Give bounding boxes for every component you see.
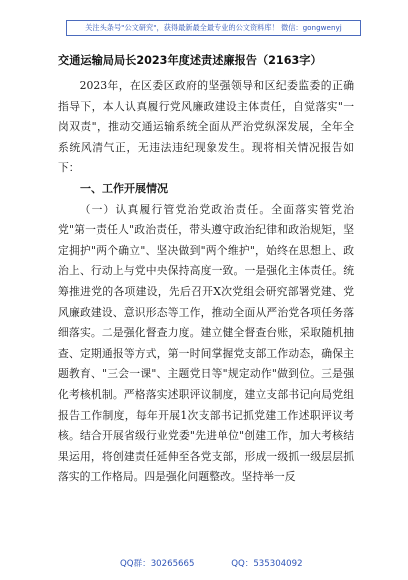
document-body [58, 76, 354, 488]
document-title: 交通运输局局长2023年度述责述廉报告（2163字） [58, 54, 322, 67]
footer-contact [120, 557, 320, 569]
intro-paragraph: 2023年，在区委区政府的坚强领导和区纪委监委的正确指导下，本人认真履行党风廉政建设主体责任，自觉落实"一岗双责"，推动交通运输系统全面从严治党纵深发展，全年全系统风清气正，无违法违纪现象发生。现将相关情况报告如下： [58, 79, 354, 175]
section-paragraph: （一）认真履行管党治党政治责任。全面落实管党治党"第一责任人"政治责任，带头遵守政治纪律和政治规矩，坚定拥护"两个确立"、坚决做到"两个维护"，始终在思想上、政治上、行动上与党中央保持高度一致。一是强化主体责任。统筹推进党的各项建设，先后召开X次党组会研究部署党建、党风廉政建设、意识形态等工作，推动全面从严治党各项任务落细落实。二是强化督查力度。建立健全督查台账，采取随机抽查、定期通报等方式，第一时间掌握党支部工作动态，确保主题教育、"三会一课"、主题党日等"规定动作"做到位。三是强化考核机制。严格落实述职评议制度，建立支部书记向局党组报告工作制度，每年开展1次支部书记抓党建工作述职评议考核。结合开展省级行业党委"先进单位"创建工作，加大考核结果运用，将创建责任延伸至各党支部，形成一级抓一级层层抓落实的工作格局。四是强化问题整改。坚持举一反 [58, 202, 354, 484]
qq-group-text: QQ群：30265665 [120, 559, 195, 569]
section-heading: 一、工作开展情况 [80, 181, 168, 195]
qq-number-text: QQ：535304092 [231, 559, 303, 569]
header-banner: 关注头条号"公文研究"，获得最新最全最专业的公文资料库！ 微信：gongwenyj [66, 20, 361, 36]
